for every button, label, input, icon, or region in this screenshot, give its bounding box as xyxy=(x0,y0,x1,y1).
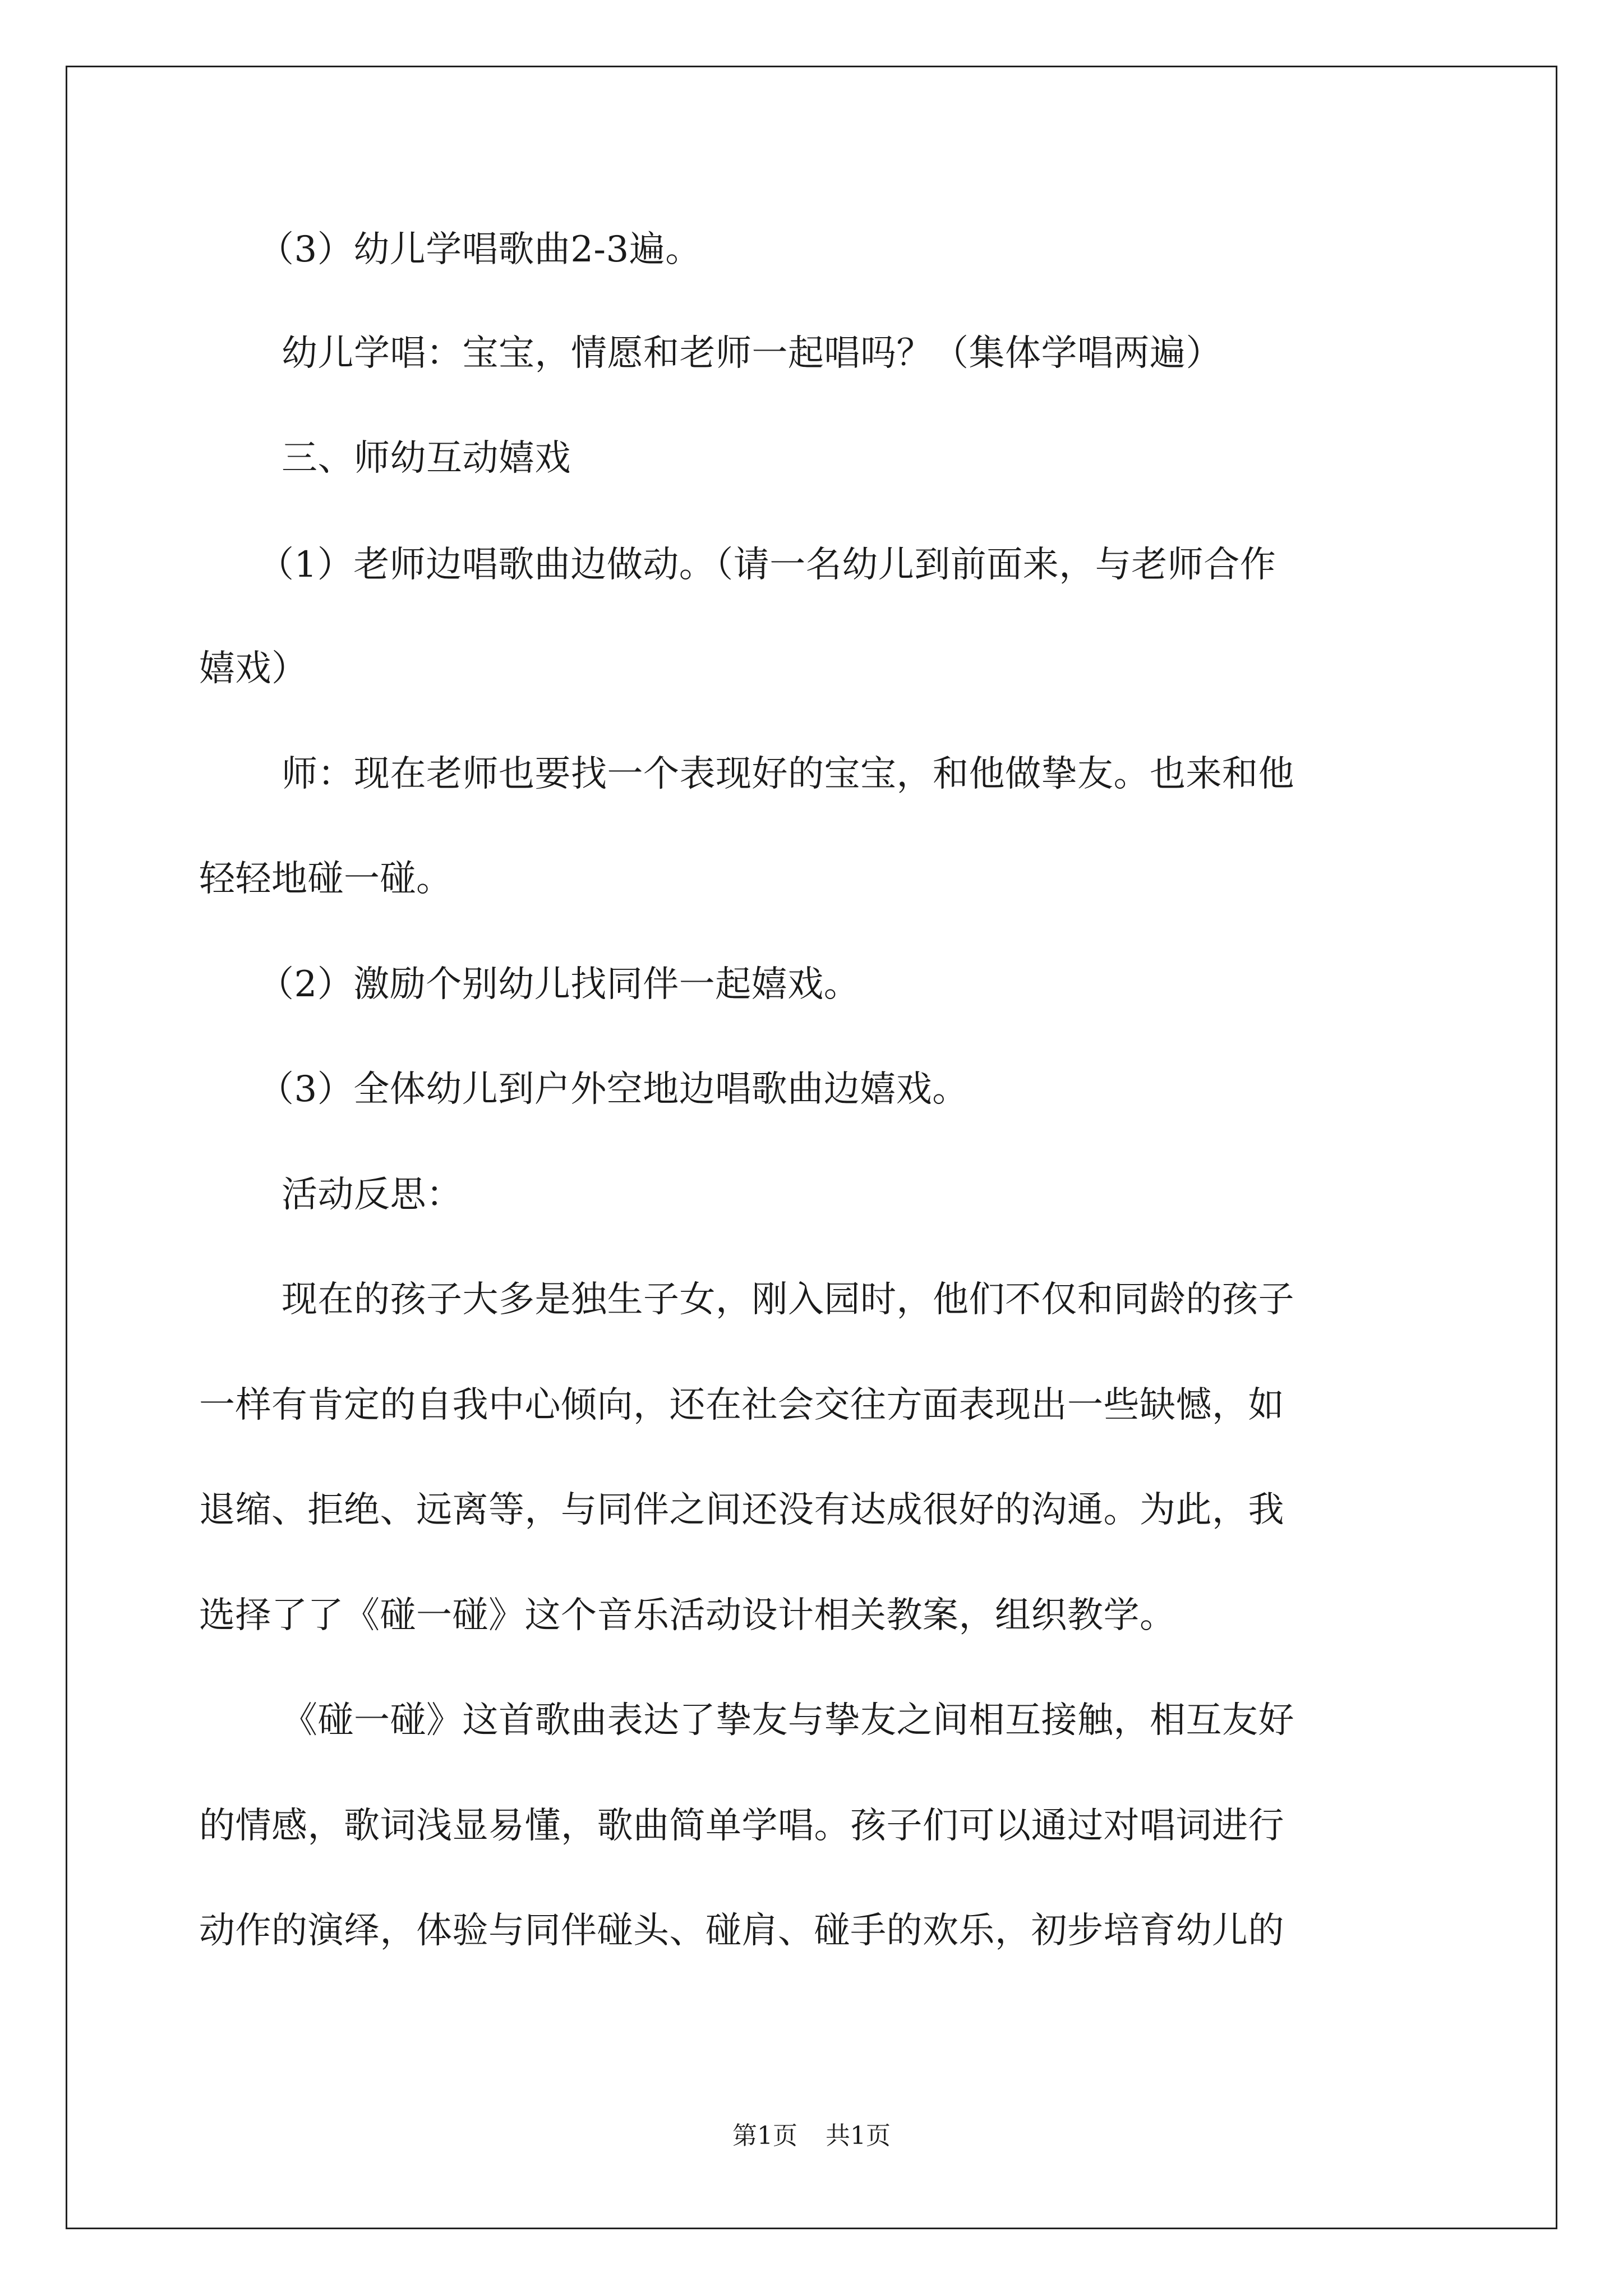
text-line: 三、师幼互动嬉戏 xyxy=(282,438,571,479)
page-number: 第1页 xyxy=(732,2122,797,2150)
text-line: 退缩、拒绝、远离等，与同伴之间还没有达成很好的沟通。为此，我 xyxy=(199,1489,1284,1531)
text-line: （3）幼儿学唱歌曲2-3遍。 xyxy=(258,229,702,270)
text-line: 现在的孩子大多是独生子女，刚入园时，他们不仅和同龄的孩子 xyxy=(282,1279,1294,1320)
text-line: 活动反思： xyxy=(282,1174,463,1216)
text-line: 选择了了《碰一碰》这个音乐活动设计相关教案，组织教学。 xyxy=(199,1595,1176,1636)
text-line: （1）老师边唱歌曲边做动。（请一名幼儿到前面来，与老师合作 xyxy=(258,544,1276,586)
text-line: 轻轻地碰一碰。 xyxy=(199,858,453,900)
text-line: 幼儿学唱：宝宝，情愿和老师一起唱吗？（集体学唱两遍） xyxy=(282,333,1222,374)
text-line: 师：现在老师也要找一个表现好的宝宝，和他做挚友。也来和他 xyxy=(282,753,1294,795)
text-line: （3）全体幼儿到户外空地边唱歌曲边嬉戏。 xyxy=(258,1069,969,1110)
text-line: （2）激励个别幼儿找同伴一起嬉戏。 xyxy=(258,964,860,1005)
page-border xyxy=(66,66,1557,2229)
page-total: 共1页 xyxy=(826,2122,891,2150)
text-line: 《碰一碰》这首歌曲表达了挚友与挚友之间相互接触，相互友好 xyxy=(282,1700,1294,1741)
text-line: 动作的演绎，体验与同伴碰头、碰肩、碰手的欢乐，初步培育幼儿的 xyxy=(199,1910,1284,1952)
text-line: 一样有肯定的自我中心倾向，还在社会交往方面表现出一些缺憾，如 xyxy=(199,1384,1284,1426)
page-footer xyxy=(0,2120,1623,2152)
text-line: 的情感，歌词浅显易懂，歌曲简单学唱。孩子们可以通过对唱词进行 xyxy=(199,1805,1284,1847)
text-line: 嬉戏） xyxy=(199,648,308,689)
